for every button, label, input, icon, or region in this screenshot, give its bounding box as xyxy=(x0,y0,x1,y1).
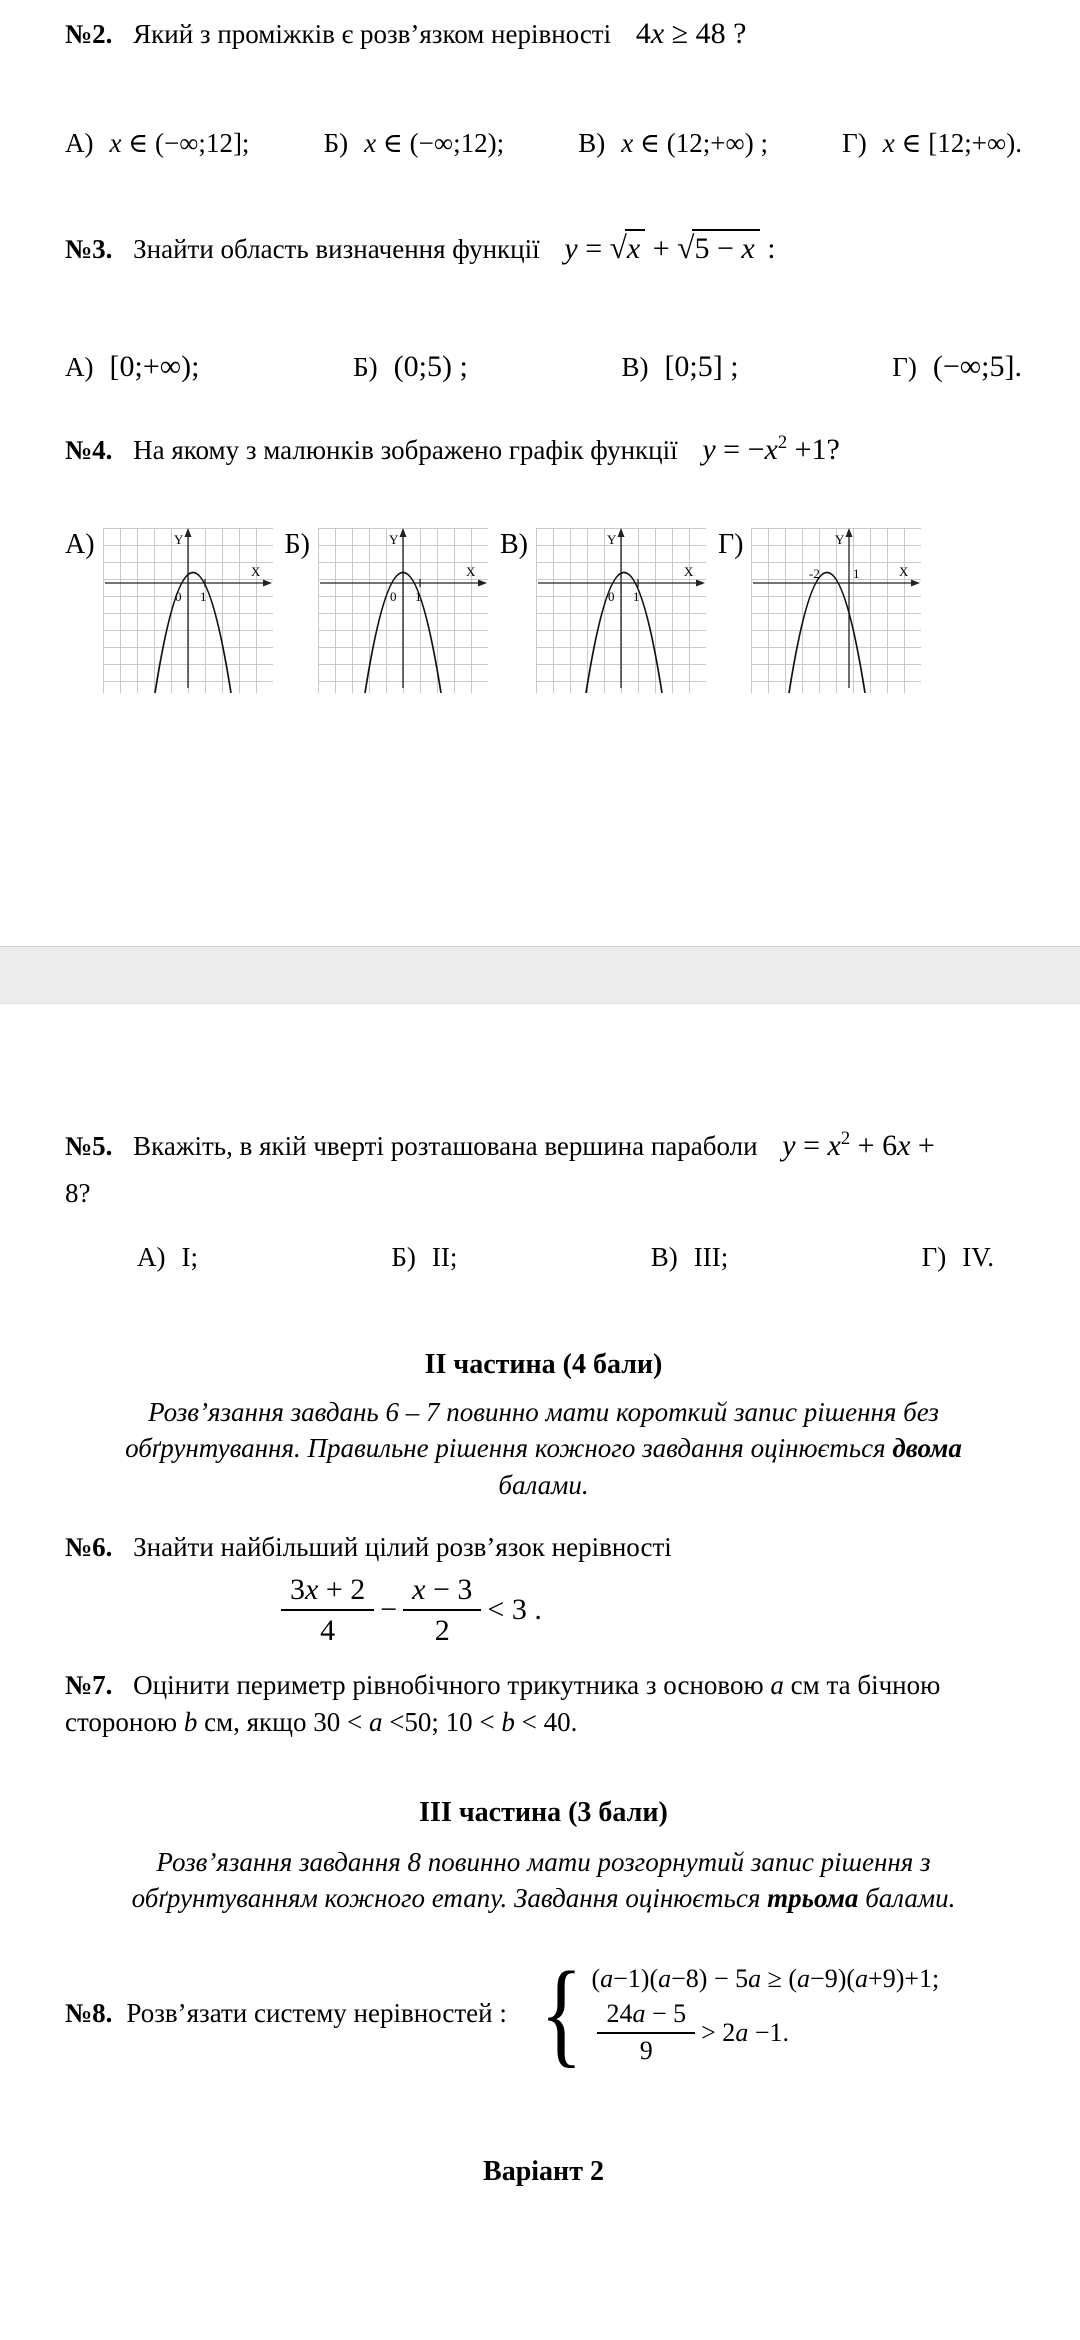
q4-line xyxy=(65,430,1022,471)
tick-label: 1 xyxy=(199,589,207,605)
q5-number: №5. xyxy=(65,1131,113,1162)
graph-label: Б) xyxy=(284,529,310,561)
option-label: А) xyxy=(137,1242,166,1273)
graph-a xyxy=(103,528,273,693)
origin-label: 0 xyxy=(174,589,182,605)
minus-sign: − xyxy=(380,1593,398,1627)
q3-number: №3. xyxy=(65,233,113,264)
q8-number: №8. xyxy=(65,1997,113,2028)
q5-option-a xyxy=(137,1239,198,1275)
inequality-tail: > 2a −1. xyxy=(701,2018,789,2048)
q2-formula: 4x ≥ 48 ? xyxy=(635,17,747,50)
part3-desc-text: Розв’язання завдання 8 повинно мати розгорнутий запис рішення з обґрунтуванням кожного етапу. Завдання оцінюється xyxy=(131,1847,931,1914)
y-axis-label: Y xyxy=(173,532,183,548)
tick-label: 1 xyxy=(632,589,640,605)
q3-option-v xyxy=(621,347,738,388)
q5-option-v xyxy=(651,1239,728,1275)
option-value: [0;+∞); xyxy=(109,350,200,384)
q3-formula xyxy=(564,229,776,265)
option-label: Б) xyxy=(323,127,349,158)
graph-label: А) xyxy=(65,529,95,561)
system-line-1: (a−1)(a−8) − 5a ≥ (a−9)(a+9)+1; xyxy=(591,1963,940,1993)
option-label: А) xyxy=(65,127,94,158)
q3-prompt: Знайти область визначення функції xyxy=(133,233,540,264)
option-value: III; xyxy=(693,1242,729,1273)
q6-number: №6. xyxy=(65,1531,113,1562)
x-axis-label: X xyxy=(465,564,476,580)
q2-line xyxy=(65,14,1022,55)
option-value: x ∈ (−∞;12); xyxy=(364,127,505,158)
parabola-plot-g xyxy=(751,528,921,693)
fraction-2 xyxy=(403,1573,481,1647)
parabola-plot-v xyxy=(536,528,706,693)
radical-sign: √ xyxy=(609,229,627,265)
option-value: (−∞;5]. xyxy=(932,350,1022,384)
q8-prompt: Розв’язати систему нерівностей : xyxy=(126,1997,507,2028)
q5-option-g xyxy=(922,1239,994,1275)
formula-exponent: 2 xyxy=(777,431,788,453)
q5-prompt: Вкажіть, в якій чверті розташована вершина параболи xyxy=(133,1131,758,1162)
q4-formula xyxy=(702,433,840,466)
y-axis-label: Y xyxy=(388,532,399,548)
fraction-denominator: 4 xyxy=(320,1614,336,1648)
origin-label: 0 xyxy=(389,589,397,605)
part3-desc-emphasis: трьома xyxy=(767,1883,859,1914)
x-axis-label: X xyxy=(899,564,909,580)
radical-sign: √ xyxy=(677,229,695,265)
q5-option-b xyxy=(391,1239,457,1275)
x-axis-label: X xyxy=(683,564,694,580)
q5-formula xyxy=(782,1129,935,1162)
parabola-plot-b xyxy=(318,528,488,693)
part2-description xyxy=(94,1394,994,1503)
formula-lhs: y = xyxy=(564,231,610,265)
origin-label: -2 xyxy=(809,566,821,582)
option-value: IV. xyxy=(962,1242,994,1273)
graph-cell-v xyxy=(500,528,706,693)
whitespace-spacer xyxy=(0,693,1080,946)
q7-line xyxy=(65,1667,1022,1740)
option-value: II; xyxy=(431,1242,458,1273)
q3-options xyxy=(65,347,1022,388)
option-label: Г) xyxy=(892,352,917,383)
q5-formula-wrap: 8? xyxy=(65,1177,91,1208)
q2-option-g xyxy=(842,125,1022,161)
option-label: Б) xyxy=(391,1242,416,1273)
graph-label: Г) xyxy=(717,529,744,561)
radicand: 5 − x xyxy=(692,229,759,265)
option-label: Г) xyxy=(921,1242,947,1273)
origin-label: 0 xyxy=(607,589,615,605)
graph-cell-b xyxy=(285,528,488,693)
y-axis-label: Y xyxy=(606,532,617,548)
formula-part: y = −x xyxy=(702,432,778,466)
option-label: Г) xyxy=(842,127,867,158)
option-value: x ∈ (12;+∞) ; xyxy=(621,127,768,158)
q2-option-a xyxy=(65,125,249,161)
radicand: x xyxy=(625,229,645,265)
part2-desc-text: балами. xyxy=(498,1469,589,1500)
option-value: [0;5] ; xyxy=(664,350,739,384)
option-value: (0;5) ; xyxy=(393,350,468,384)
q3-line xyxy=(65,227,1022,270)
page-divider-band xyxy=(0,946,1080,1004)
q3-option-a xyxy=(65,347,199,388)
option-label: В) xyxy=(650,1242,678,1273)
option-value: x ∈ (−∞;12]; xyxy=(109,127,250,158)
part2-desc-emphasis: двома xyxy=(892,1433,962,1464)
option-value: x ∈ [12;+∞). xyxy=(882,127,1022,158)
variant-footer: Варіант 2 xyxy=(483,2156,604,2188)
q4-number: №4. xyxy=(65,434,113,465)
fraction-denominator: 9 xyxy=(639,2035,653,2065)
formula-part: + 6x + xyxy=(850,1129,935,1163)
q2-prompt: Який з проміжків є розв’язком нерівності xyxy=(133,19,612,49)
formula-part: y = x xyxy=(782,1129,841,1163)
system-line-2 xyxy=(591,2000,939,2065)
inequality-system xyxy=(533,1946,940,2078)
part2-desc-text: Розв’язання завдань 6 – 7 повинно мати короткий запис рішення без обґрунтування. Правильне рішення кожного завдання оцінюється xyxy=(125,1396,939,1464)
q7-number: №7. xyxy=(65,1670,113,1701)
q5-line xyxy=(65,1126,1022,1167)
graph-b xyxy=(318,528,488,693)
q6-expression xyxy=(275,1573,1022,1647)
graph-label: В) xyxy=(499,529,528,561)
graph-cell-g xyxy=(718,528,922,693)
fraction-numerator: 3x + 2 xyxy=(281,1573,374,1611)
graph-v xyxy=(536,528,706,693)
system-brace: { xyxy=(539,1946,583,2078)
q5-options xyxy=(65,1239,1022,1275)
tick-label: 1 xyxy=(414,589,422,605)
section-part2 xyxy=(0,1004,1080,2191)
colon: : xyxy=(759,231,776,265)
tick-label: 1 xyxy=(853,566,860,582)
q5-line2 xyxy=(65,1175,1022,1211)
fraction-numerator: x − 3 xyxy=(403,1573,481,1611)
option-label: В) xyxy=(621,352,649,383)
formula-exponent: 2 xyxy=(840,1128,851,1150)
sqrt-radical xyxy=(677,229,760,265)
section-part1 xyxy=(0,0,1080,693)
fraction xyxy=(597,2000,695,2065)
q3-option-g xyxy=(892,347,1022,388)
q2-number: №2. xyxy=(65,19,113,49)
plus-sign: + xyxy=(645,231,678,265)
graph-cell-a xyxy=(65,528,273,693)
graph-g xyxy=(751,528,921,693)
sqrt-radical xyxy=(609,229,646,265)
option-label: Б) xyxy=(353,352,378,383)
option-label: А) xyxy=(65,352,94,383)
q3-option-b xyxy=(353,347,468,388)
q4-prompt: На якому з малюнків зображено графік функції xyxy=(133,434,678,465)
fraction-denominator: 2 xyxy=(434,1614,450,1648)
part3-title: ІІІ частина (3 бали) xyxy=(419,1797,668,1829)
option-value: I; xyxy=(181,1242,198,1273)
x-axis-label: X xyxy=(250,564,260,580)
q8-line xyxy=(65,1946,1022,2078)
q2-option-b xyxy=(324,125,504,161)
formula-part: +1? xyxy=(787,432,840,466)
q2-option-v xyxy=(578,125,768,161)
q2-options xyxy=(65,125,1022,161)
fraction-1 xyxy=(281,1573,374,1647)
q6-line xyxy=(65,1529,1022,1565)
part3-description xyxy=(94,1844,994,1917)
inequality-tail: < 3 . xyxy=(487,1593,542,1627)
system-lines xyxy=(591,1961,939,2065)
y-axis-label: Y xyxy=(835,532,845,548)
option-label: В) xyxy=(578,127,606,158)
part3-desc-text: балами. xyxy=(858,1883,956,1914)
q4-graphs xyxy=(65,528,1022,693)
parabola-plot-a xyxy=(103,528,273,693)
fraction-numerator: 24a − 5 xyxy=(597,2000,695,2034)
q6-prompt: Знайти найбільший цілий розв’язок нерівності xyxy=(133,1531,672,1562)
part2-title: ІІ частина (4 бали) xyxy=(424,1348,663,1380)
q7-text: Оцінити периметр рівнобічного трикутника з основою a см та бічною стороною b см, якщо 30 < a <50; 10 < b < 40. xyxy=(65,1670,941,1737)
